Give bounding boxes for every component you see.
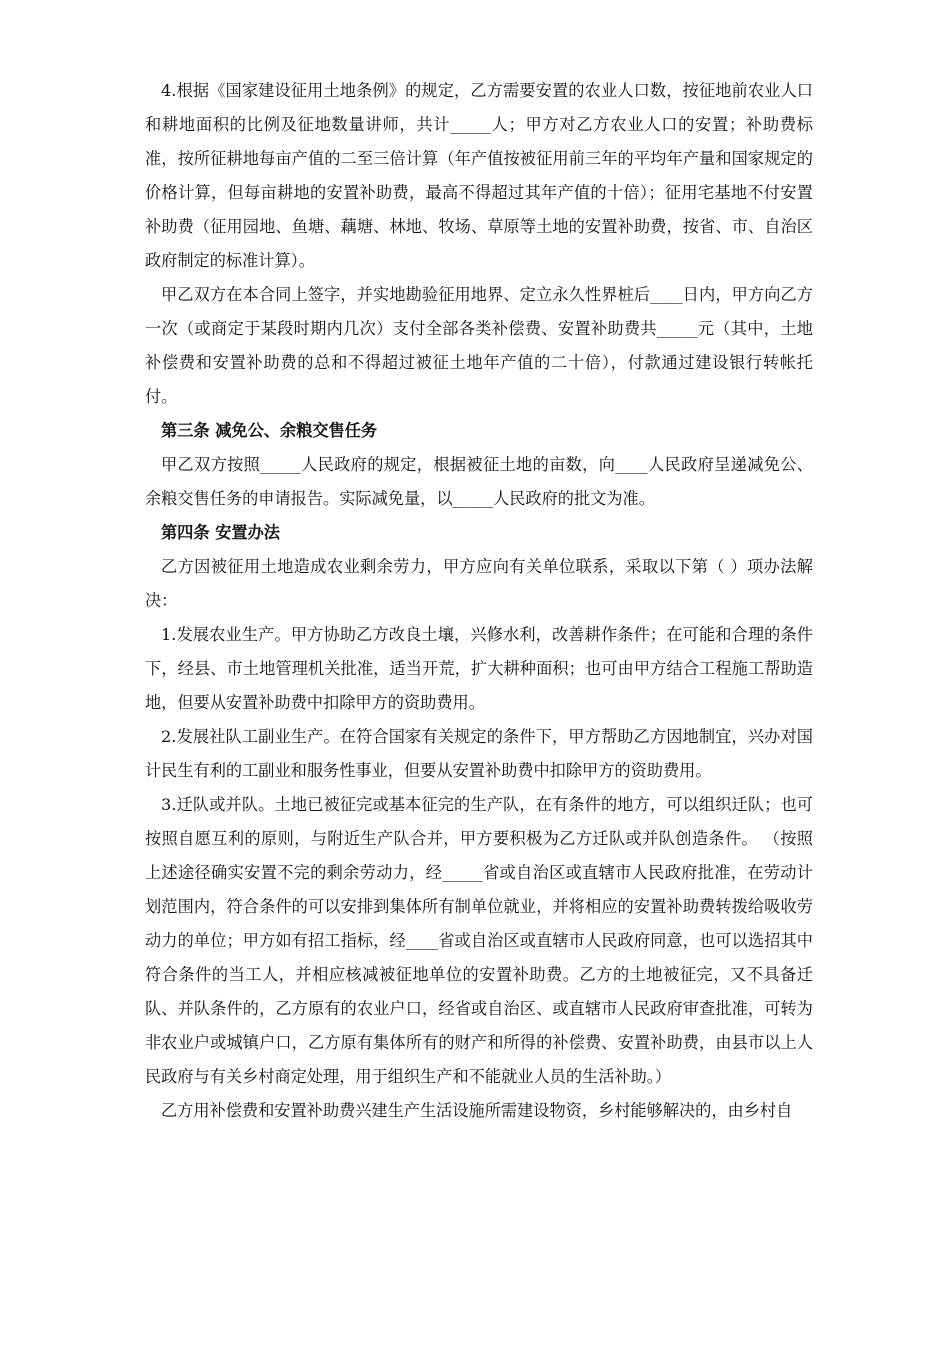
option-2-paragraph: 2.发展社队工副业生产。在符合国家有关规定的条件下，甲方帮助乙方因地制宜，兴办对国计民生有利的工副业和服务性事业，但要从安置补助费中扣除甲方的资助费用。 <box>145 727 813 780</box>
document-page <box>145 74 813 1128</box>
article-4-intro-paragraph: 乙方因被征用土地造成农业剩余劳力，甲方应向有关单位联系，采取以下第（ ）项办法解决： <box>145 557 813 610</box>
materials-paragraph: 乙方用补偿费和安置补助费兴建生产生活设施所需建设物资，乡村能够解决的，由乡村自 <box>161 1101 793 1120</box>
payment-paragraph: 甲乙双方在本合同上签字，并实地勘验征用地界、定立永久性界桩后____日内，甲方向乙方一次（或商定于某段时期内几次）支付全部各类补偿费、安置补助费共_____元（其中，土地补偿费和安置补助费的总和不得超过被征土地年产值的二十倍），付款通过建设银行转帐托付。 <box>145 285 813 406</box>
option-3-paragraph: 3.迁队或并队。土地已被征完或基本征完的生产队，在有条件的地方，可以组织迁队；也可按照自愿互利的原则，与附近生产队合并，甲方要积极为乙方迁队或并队创造条件。 （按照上述途径确实安置不完的剩余劳动力，经_____省或自治区或直辖市人民政府批准，在劳动计划范围内，符合条件的可以安排到集体所有制单位就业，并将相应的安置补助费转拨给吸收劳动力的单位；甲方如有招工指标，经____省或自治区或直辖市人民政府同意，也可以选招其中符合条件的当工人，并相应核减被征地单位的安置补助费。乙方的土地被征完，又不具备迁队、并队条件的，乙方原有的农业户口，经省或自治区、或直辖市人民政府审查批准，可转为非农业户或城镇户口，乙方原有集体所有的财产和所得的补偿费、安置补助费，由县市以上人民政府与有关乡村商定处理，用于组织生产和不能就业人员的生活补助。） <box>145 795 813 1086</box>
article-3-heading: 第三条 减免公、余粮交售任务 <box>161 421 378 440</box>
option-1-paragraph: 1.发展农业生产。甲方协助乙方改良土壤，兴修水利，改善耕作条件；在可能和合理的条件下，经县、市土地管理机关批准，适当开荒，扩大耕种面积；也可由甲方结合工程施工帮助造地，但要从安置补助费中扣除甲方的资助费用。 <box>145 625 813 712</box>
article-4-heading: 第四条 安置办法 <box>161 523 280 542</box>
article-3-paragraph: 甲乙双方按照_____人民政府的规定，根据被征土地的亩数，向____人民政府呈递减免公、余粮交售任务的申请报告。实际减免量，以_____人民政府的批文为准。 <box>145 455 813 508</box>
clause-4-paragraph: 4.根据《国家建设征用土地条例》的规定，乙方需要安置的农业人口数，按征地前农业人口和耕地面积的比例及征地数量讲师，共计_____人；甲方对乙方农业人口的安置；补助费标准，按所征耕地每亩产值的二至三倍计算（年产值按被征用前三年的平均年产量和国家规定的价格计算，但每亩耕地的安置补助费，最高不得超过其年产值的十倍）；征用宅基地不付安置补助费（征用园地、鱼塘、藕塘、林地、牧场、草原等土地的安置补助费，按省、市、自治区政府制定的标准计算）。 <box>145 81 813 270</box>
